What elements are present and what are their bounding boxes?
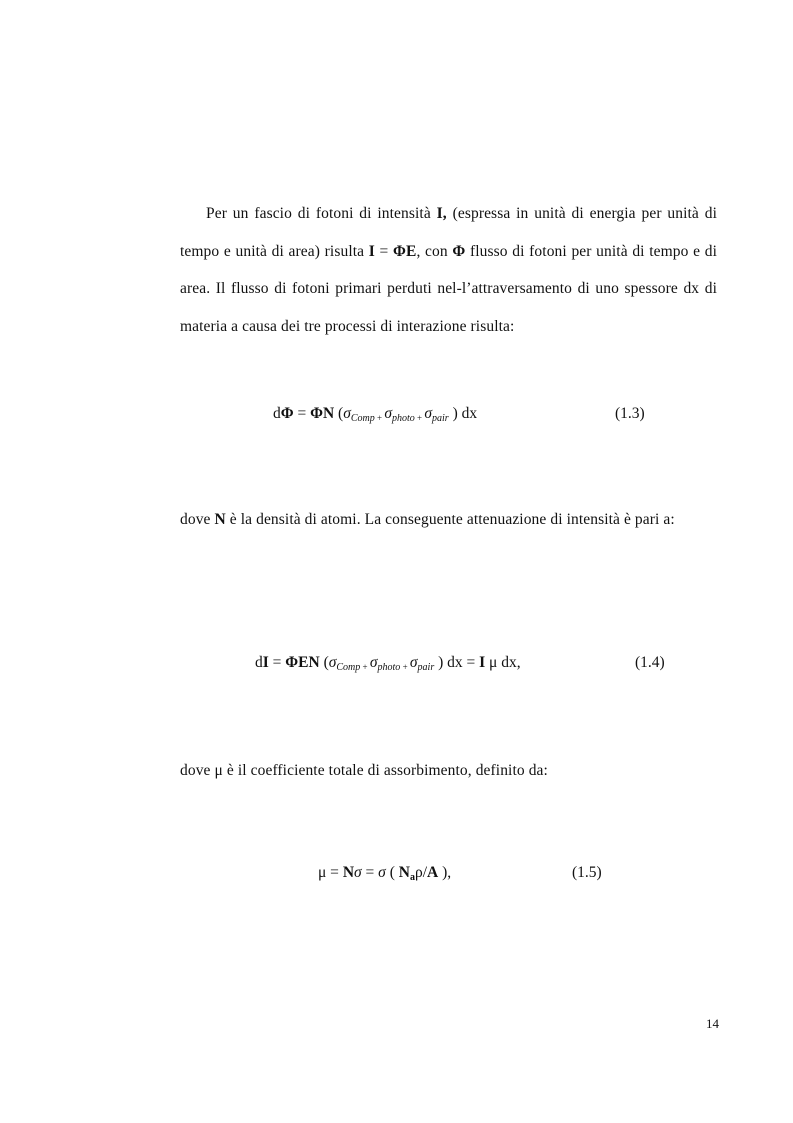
eq-symbol: ΦN — [310, 405, 335, 422]
equation-number-1-4: (1.4) — [635, 654, 665, 671]
eq-text: ), — [438, 864, 452, 881]
eq-subscript: pair — [417, 662, 435, 673]
symbol-phi-e: ΦE — [393, 242, 417, 260]
eq-text: d — [273, 405, 281, 422]
eq-subscript: Comp — [350, 413, 375, 424]
equation-1-3 — [273, 405, 477, 424]
text-run: = — [374, 242, 394, 260]
eq-subscript: photo — [377, 662, 401, 673]
eq-text: μ dx, — [485, 654, 521, 671]
eq-symbol: N — [342, 864, 355, 881]
eq-symbol: I — [479, 654, 486, 671]
equation-1-4 — [255, 654, 521, 673]
symbol-intensity: I, — [436, 205, 447, 222]
text-run: flusso di fotoni per unità di tempo e di area. Il flusso di fotoni primari perduti nel-l’attraversamento di uno spessore dx di materia a causa dei tre processi di interazione risulta: — [180, 242, 717, 335]
text-run: dove — [180, 511, 215, 528]
eq-sigma: σ — [378, 864, 386, 881]
eq-text: d — [255, 654, 263, 671]
eq-plus: + — [360, 662, 370, 672]
text-run: (espressa in unità di energia per unità di tempo e unità di area) risulta — [180, 205, 717, 260]
eq-subscript: Comp — [336, 662, 361, 673]
eq-text: ) dx — [448, 405, 478, 422]
eq-sigma: σ — [384, 405, 392, 422]
eq-text: ( — [334, 405, 344, 422]
eq-sigma: σ — [424, 405, 433, 422]
eq-sigma: σ — [369, 654, 378, 671]
eq-plus: + — [400, 662, 410, 672]
page-number: 14 — [706, 1016, 719, 1031]
symbol-intensity: I — [368, 242, 375, 260]
equation-number-1-3: (1.3) — [615, 405, 645, 422]
eq-subscript: photo — [392, 413, 415, 424]
eq-text: = — [268, 654, 286, 671]
paragraph-mu — [180, 752, 717, 790]
eq-symbol: A — [427, 864, 439, 881]
text-run: , con — [416, 242, 453, 260]
eq-symbol: Φ — [280, 405, 294, 422]
eq-text: ( — [385, 864, 399, 881]
eq-plus: + — [374, 413, 385, 423]
eq-sigma: σ — [409, 654, 418, 671]
eq-text: = — [293, 405, 311, 422]
text-run: dove μ è il coefficiente totale di assorbimento, definito da: — [180, 762, 548, 779]
eq-text: ) dx = — [434, 654, 480, 671]
symbol-n: N — [214, 511, 226, 528]
symbol-phi: Φ — [452, 242, 466, 260]
eq-plus: + — [414, 413, 425, 423]
eq-text: ( — [319, 654, 329, 671]
paragraph-density — [180, 501, 717, 539]
eq-text: μ = — [318, 864, 343, 881]
eq-symbol: ΦEN — [285, 654, 320, 671]
text-run: è la densità di atomi. La conseguente attenuazione di intensità è pari a: — [225, 511, 675, 528]
eq-sigma: σ — [328, 654, 337, 671]
eq-text: ρ/ — [414, 864, 427, 881]
paragraph-intro — [180, 195, 717, 345]
eq-symbol: I — [262, 654, 269, 671]
eq-subscript: a — [409, 872, 415, 883]
eq-sigma: σ — [343, 405, 351, 422]
eq-subscript: pair — [432, 413, 449, 424]
equation-number-1-5: (1.5) — [572, 864, 602, 881]
text-run: Per un fascio di fotoni di intensità — [206, 205, 437, 222]
eq-sigma: σ — [354, 864, 362, 881]
eq-text: = — [361, 864, 379, 881]
eq-symbol: N — [398, 864, 410, 881]
equation-1-5 — [318, 864, 451, 883]
